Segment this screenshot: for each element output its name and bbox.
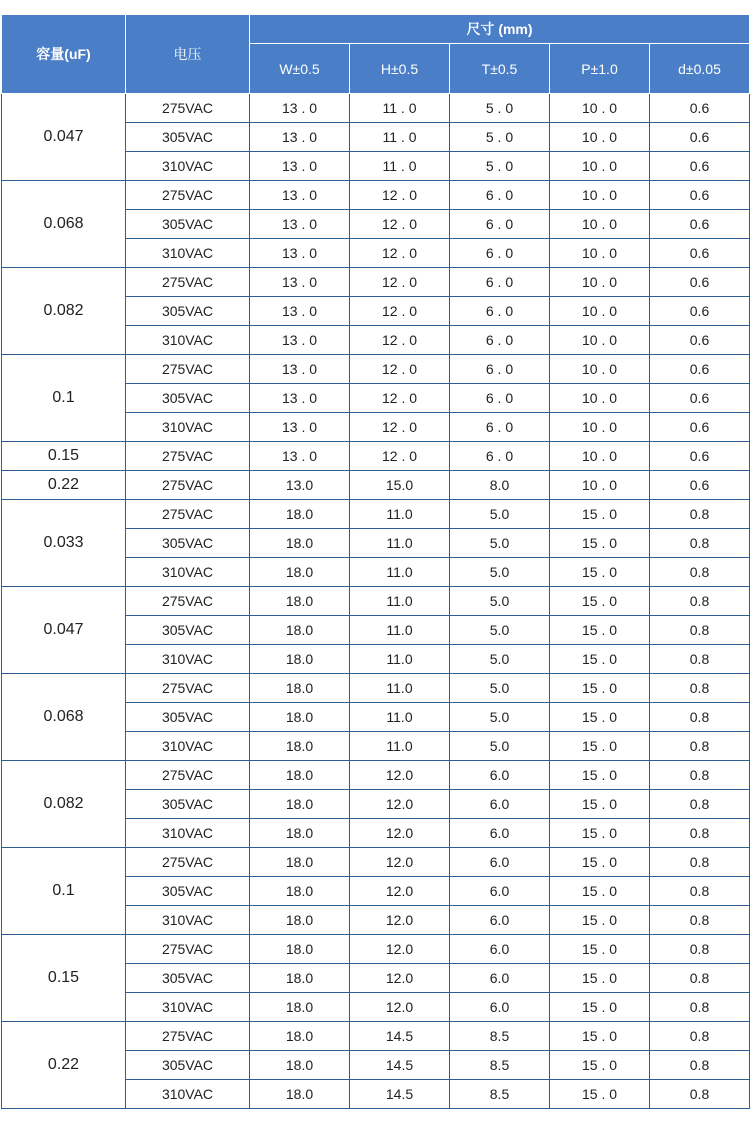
- table-row: [2, 181, 750, 210]
- t-cell: 5 . 0: [450, 94, 550, 123]
- t-cell: 6 . 0: [450, 210, 550, 239]
- voltage-cell: 275VAC: [126, 761, 250, 790]
- t-cell: 6 . 0: [450, 442, 550, 471]
- w-cell: 13 . 0: [250, 123, 350, 152]
- d-cell: 0.8: [650, 877, 750, 906]
- t-cell: 8.5: [450, 1051, 550, 1080]
- h-cell: 12 . 0: [350, 413, 450, 442]
- t-cell: 5 . 0: [450, 123, 550, 152]
- voltage-cell: 305VAC: [126, 210, 250, 239]
- w-cell: 18.0: [250, 500, 350, 529]
- w-cell: 18.0: [250, 645, 350, 674]
- w-cell: 18.0: [250, 529, 350, 558]
- h-cell: 11.0: [350, 529, 450, 558]
- d-cell: 0.6: [650, 94, 750, 123]
- voltage-cell: 310VAC: [126, 1080, 250, 1109]
- t-cell: 5.0: [450, 558, 550, 587]
- d-cell: 0.8: [650, 964, 750, 993]
- w-cell: 18.0: [250, 848, 350, 877]
- voltage-cell: 310VAC: [126, 645, 250, 674]
- voltage-cell: 305VAC: [126, 703, 250, 732]
- t-cell: 5.0: [450, 674, 550, 703]
- h-cell: 14.5: [350, 1022, 450, 1051]
- p-cell: 10 . 0: [550, 152, 650, 181]
- capacitance-cell: 0.1: [2, 848, 126, 935]
- voltage-cell: 275VAC: [126, 471, 250, 500]
- w-cell: 18.0: [250, 819, 350, 848]
- p-cell: 15 . 0: [550, 1080, 650, 1109]
- w-cell: 18.0: [250, 906, 350, 935]
- d-cell: 0.8: [650, 906, 750, 935]
- voltage-cell: 305VAC: [126, 1051, 250, 1080]
- d-cell: 0.8: [650, 645, 750, 674]
- t-cell: 5.0: [450, 587, 550, 616]
- h-cell: 11.0: [350, 616, 450, 645]
- capacitance-cell: 0.15: [2, 935, 126, 1022]
- h-cell: 12.0: [350, 993, 450, 1022]
- w-cell: 13.0: [250, 471, 350, 500]
- h-cell: 11 . 0: [350, 123, 450, 152]
- w-cell: 18.0: [250, 587, 350, 616]
- d-cell: 0.6: [650, 123, 750, 152]
- voltage-cell: 275VAC: [126, 355, 250, 384]
- p-cell: 10 . 0: [550, 181, 650, 210]
- d-cell: 0.6: [650, 384, 750, 413]
- w-cell: 18.0: [250, 1022, 350, 1051]
- voltage-cell: 310VAC: [126, 558, 250, 587]
- h-cell: 11.0: [350, 587, 450, 616]
- h-cell: 12 . 0: [350, 355, 450, 384]
- header-dimensions: 尺寸 (mm): [250, 15, 750, 44]
- t-cell: 6 . 0: [450, 181, 550, 210]
- p-cell: 10 . 0: [550, 94, 650, 123]
- table-row: [2, 848, 750, 877]
- capacitance-cell: 0.15: [2, 442, 126, 471]
- w-cell: 18.0: [250, 703, 350, 732]
- voltage-cell: 275VAC: [126, 268, 250, 297]
- p-cell: 15 . 0: [550, 587, 650, 616]
- d-cell: 0.6: [650, 210, 750, 239]
- d-cell: 0.8: [650, 819, 750, 848]
- w-cell: 18.0: [250, 616, 350, 645]
- p-cell: 15 . 0: [550, 703, 650, 732]
- voltage-cell: 275VAC: [126, 181, 250, 210]
- header-col-d: d±0.05: [650, 44, 750, 94]
- t-cell: 6 . 0: [450, 326, 550, 355]
- p-cell: 15 . 0: [550, 964, 650, 993]
- t-cell: 5.0: [450, 732, 550, 761]
- h-cell: 12.0: [350, 761, 450, 790]
- w-cell: 13 . 0: [250, 181, 350, 210]
- d-cell: 0.6: [650, 471, 750, 500]
- table-row: [2, 674, 750, 703]
- t-cell: 6 . 0: [450, 268, 550, 297]
- p-cell: 15 . 0: [550, 732, 650, 761]
- p-cell: 15 . 0: [550, 1051, 650, 1080]
- d-cell: 0.6: [650, 152, 750, 181]
- capacitor-spec-table: [1, 14, 750, 1109]
- voltage-cell: 275VAC: [126, 1022, 250, 1051]
- w-cell: 18.0: [250, 993, 350, 1022]
- capacitance-cell: 0.082: [2, 268, 126, 355]
- d-cell: 0.6: [650, 181, 750, 210]
- p-cell: 10 . 0: [550, 355, 650, 384]
- voltage-cell: 305VAC: [126, 529, 250, 558]
- h-cell: 12 . 0: [350, 268, 450, 297]
- d-cell: 0.8: [650, 935, 750, 964]
- w-cell: 18.0: [250, 964, 350, 993]
- w-cell: 13 . 0: [250, 384, 350, 413]
- table-row: [2, 500, 750, 529]
- p-cell: 15 . 0: [550, 558, 650, 587]
- h-cell: 12 . 0: [350, 326, 450, 355]
- table-row: [2, 935, 750, 964]
- t-cell: 8.0: [450, 471, 550, 500]
- t-cell: 6.0: [450, 848, 550, 877]
- capacitance-cell: 0.068: [2, 674, 126, 761]
- t-cell: 6 . 0: [450, 297, 550, 326]
- w-cell: 18.0: [250, 732, 350, 761]
- w-cell: 13 . 0: [250, 239, 350, 268]
- p-cell: 10 . 0: [550, 123, 650, 152]
- t-cell: 6 . 0: [450, 355, 550, 384]
- table-row: [2, 268, 750, 297]
- voltage-cell: 305VAC: [126, 616, 250, 645]
- p-cell: 10 . 0: [550, 326, 650, 355]
- w-cell: 13 . 0: [250, 94, 350, 123]
- d-cell: 0.8: [650, 616, 750, 645]
- capacitance-cell: 0.068: [2, 181, 126, 268]
- voltage-cell: 310VAC: [126, 732, 250, 761]
- table-row: [2, 94, 750, 123]
- w-cell: 18.0: [250, 1051, 350, 1080]
- d-cell: 0.8: [650, 558, 750, 587]
- d-cell: 0.8: [650, 529, 750, 558]
- voltage-cell: 305VAC: [126, 297, 250, 326]
- table-row: [2, 471, 750, 500]
- voltage-cell: 310VAC: [126, 239, 250, 268]
- p-cell: 10 . 0: [550, 471, 650, 500]
- w-cell: 18.0: [250, 761, 350, 790]
- t-cell: 5 . 0: [450, 152, 550, 181]
- d-cell: 0.6: [650, 413, 750, 442]
- p-cell: 15 . 0: [550, 529, 650, 558]
- h-cell: 12.0: [350, 906, 450, 935]
- h-cell: 12.0: [350, 848, 450, 877]
- h-cell: 11.0: [350, 645, 450, 674]
- header-col-t: T±0.5: [450, 44, 550, 94]
- p-cell: 15 . 0: [550, 790, 650, 819]
- p-cell: 15 . 0: [550, 935, 650, 964]
- h-cell: 14.5: [350, 1080, 450, 1109]
- voltage-cell: 310VAC: [126, 906, 250, 935]
- capacitance-cell: 0.047: [2, 587, 126, 674]
- p-cell: 15 . 0: [550, 674, 650, 703]
- p-cell: 10 . 0: [550, 442, 650, 471]
- w-cell: 18.0: [250, 558, 350, 587]
- w-cell: 13 . 0: [250, 326, 350, 355]
- d-cell: 0.6: [650, 355, 750, 384]
- h-cell: 12.0: [350, 935, 450, 964]
- t-cell: 6 . 0: [450, 384, 550, 413]
- voltage-cell: 310VAC: [126, 819, 250, 848]
- d-cell: 0.6: [650, 239, 750, 268]
- voltage-cell: 310VAC: [126, 993, 250, 1022]
- w-cell: 13 . 0: [250, 268, 350, 297]
- w-cell: 13 . 0: [250, 413, 350, 442]
- t-cell: 8.5: [450, 1022, 550, 1051]
- w-cell: 13 . 0: [250, 152, 350, 181]
- t-cell: 5.0: [450, 616, 550, 645]
- header-voltage: 电压: [126, 15, 250, 94]
- w-cell: 18.0: [250, 935, 350, 964]
- voltage-cell: 310VAC: [126, 413, 250, 442]
- d-cell: 0.8: [650, 703, 750, 732]
- d-cell: 0.8: [650, 587, 750, 616]
- h-cell: 11 . 0: [350, 94, 450, 123]
- table-body: [2, 94, 750, 1109]
- voltage-cell: 305VAC: [126, 964, 250, 993]
- p-cell: 15 . 0: [550, 500, 650, 529]
- w-cell: 13 . 0: [250, 297, 350, 326]
- p-cell: 10 . 0: [550, 413, 650, 442]
- p-cell: 15 . 0: [550, 848, 650, 877]
- h-cell: 12.0: [350, 819, 450, 848]
- t-cell: 6.0: [450, 819, 550, 848]
- d-cell: 0.8: [650, 993, 750, 1022]
- t-cell: 6.0: [450, 761, 550, 790]
- t-cell: 6.0: [450, 877, 550, 906]
- h-cell: 15.0: [350, 471, 450, 500]
- t-cell: 5.0: [450, 500, 550, 529]
- capacitance-cell: 0.033: [2, 500, 126, 587]
- header-col-w: W±0.5: [250, 44, 350, 94]
- t-cell: 6.0: [450, 993, 550, 1022]
- h-cell: 11.0: [350, 732, 450, 761]
- w-cell: 18.0: [250, 674, 350, 703]
- p-cell: 15 . 0: [550, 1022, 650, 1051]
- voltage-cell: 275VAC: [126, 674, 250, 703]
- t-cell: 6.0: [450, 935, 550, 964]
- t-cell: 5.0: [450, 645, 550, 674]
- d-cell: 0.8: [650, 848, 750, 877]
- capacitance-cell: 0.22: [2, 1022, 126, 1109]
- h-cell: 12 . 0: [350, 239, 450, 268]
- h-cell: 11.0: [350, 674, 450, 703]
- t-cell: 6 . 0: [450, 239, 550, 268]
- p-cell: 15 . 0: [550, 761, 650, 790]
- d-cell: 0.8: [650, 674, 750, 703]
- voltage-cell: 305VAC: [126, 384, 250, 413]
- voltage-cell: 305VAC: [126, 877, 250, 906]
- h-cell: 11.0: [350, 558, 450, 587]
- table-row: [2, 355, 750, 384]
- voltage-cell: 275VAC: [126, 587, 250, 616]
- t-cell: 5.0: [450, 529, 550, 558]
- w-cell: 18.0: [250, 790, 350, 819]
- p-cell: 10 . 0: [550, 297, 650, 326]
- h-cell: 12 . 0: [350, 210, 450, 239]
- voltage-cell: 275VAC: [126, 500, 250, 529]
- d-cell: 0.6: [650, 442, 750, 471]
- p-cell: 10 . 0: [550, 384, 650, 413]
- t-cell: 6.0: [450, 790, 550, 819]
- w-cell: 13 . 0: [250, 210, 350, 239]
- capacitance-cell: 0.22: [2, 471, 126, 500]
- p-cell: 10 . 0: [550, 268, 650, 297]
- h-cell: 12 . 0: [350, 181, 450, 210]
- p-cell: 15 . 0: [550, 616, 650, 645]
- h-cell: 11.0: [350, 703, 450, 732]
- p-cell: 15 . 0: [550, 819, 650, 848]
- h-cell: 11 . 0: [350, 152, 450, 181]
- d-cell: 0.6: [650, 326, 750, 355]
- header-col-h: H±0.5: [350, 44, 450, 94]
- w-cell: 13 . 0: [250, 355, 350, 384]
- voltage-cell: 275VAC: [126, 94, 250, 123]
- table-row: [2, 761, 750, 790]
- header-capacitance: 容量(uF): [2, 15, 126, 94]
- t-cell: 8.5: [450, 1080, 550, 1109]
- table-row: [2, 1022, 750, 1051]
- p-cell: 15 . 0: [550, 906, 650, 935]
- d-cell: 0.8: [650, 761, 750, 790]
- t-cell: 6.0: [450, 906, 550, 935]
- d-cell: 0.8: [650, 1022, 750, 1051]
- voltage-cell: 275VAC: [126, 848, 250, 877]
- h-cell: 12 . 0: [350, 384, 450, 413]
- d-cell: 0.8: [650, 790, 750, 819]
- h-cell: 14.5: [350, 1051, 450, 1080]
- voltage-cell: 275VAC: [126, 935, 250, 964]
- h-cell: 12 . 0: [350, 442, 450, 471]
- d-cell: 0.8: [650, 1080, 750, 1109]
- p-cell: 10 . 0: [550, 210, 650, 239]
- d-cell: 0.8: [650, 1051, 750, 1080]
- h-cell: 12.0: [350, 964, 450, 993]
- capacitance-cell: 0.1: [2, 355, 126, 442]
- w-cell: 18.0: [250, 1080, 350, 1109]
- voltage-cell: 310VAC: [126, 152, 250, 181]
- capacitance-cell: 0.047: [2, 94, 126, 181]
- voltage-cell: 275VAC: [126, 442, 250, 471]
- table-row: [2, 587, 750, 616]
- w-cell: 18.0: [250, 877, 350, 906]
- h-cell: 12.0: [350, 790, 450, 819]
- capacitance-cell: 0.082: [2, 761, 126, 848]
- p-cell: 10 . 0: [550, 239, 650, 268]
- voltage-cell: 305VAC: [126, 123, 250, 152]
- t-cell: 6 . 0: [450, 413, 550, 442]
- voltage-cell: 305VAC: [126, 790, 250, 819]
- t-cell: 5.0: [450, 703, 550, 732]
- p-cell: 15 . 0: [550, 993, 650, 1022]
- h-cell: 12.0: [350, 877, 450, 906]
- h-cell: 11.0: [350, 500, 450, 529]
- table-header: [2, 15, 750, 94]
- p-cell: 15 . 0: [550, 877, 650, 906]
- table-row: [2, 442, 750, 471]
- d-cell: 0.8: [650, 500, 750, 529]
- d-cell: 0.6: [650, 297, 750, 326]
- w-cell: 13 . 0: [250, 442, 350, 471]
- d-cell: 0.6: [650, 268, 750, 297]
- voltage-cell: 310VAC: [126, 326, 250, 355]
- t-cell: 6.0: [450, 964, 550, 993]
- h-cell: 12 . 0: [350, 297, 450, 326]
- header-col-p: P±1.0: [550, 44, 650, 94]
- p-cell: 15 . 0: [550, 645, 650, 674]
- d-cell: 0.8: [650, 732, 750, 761]
